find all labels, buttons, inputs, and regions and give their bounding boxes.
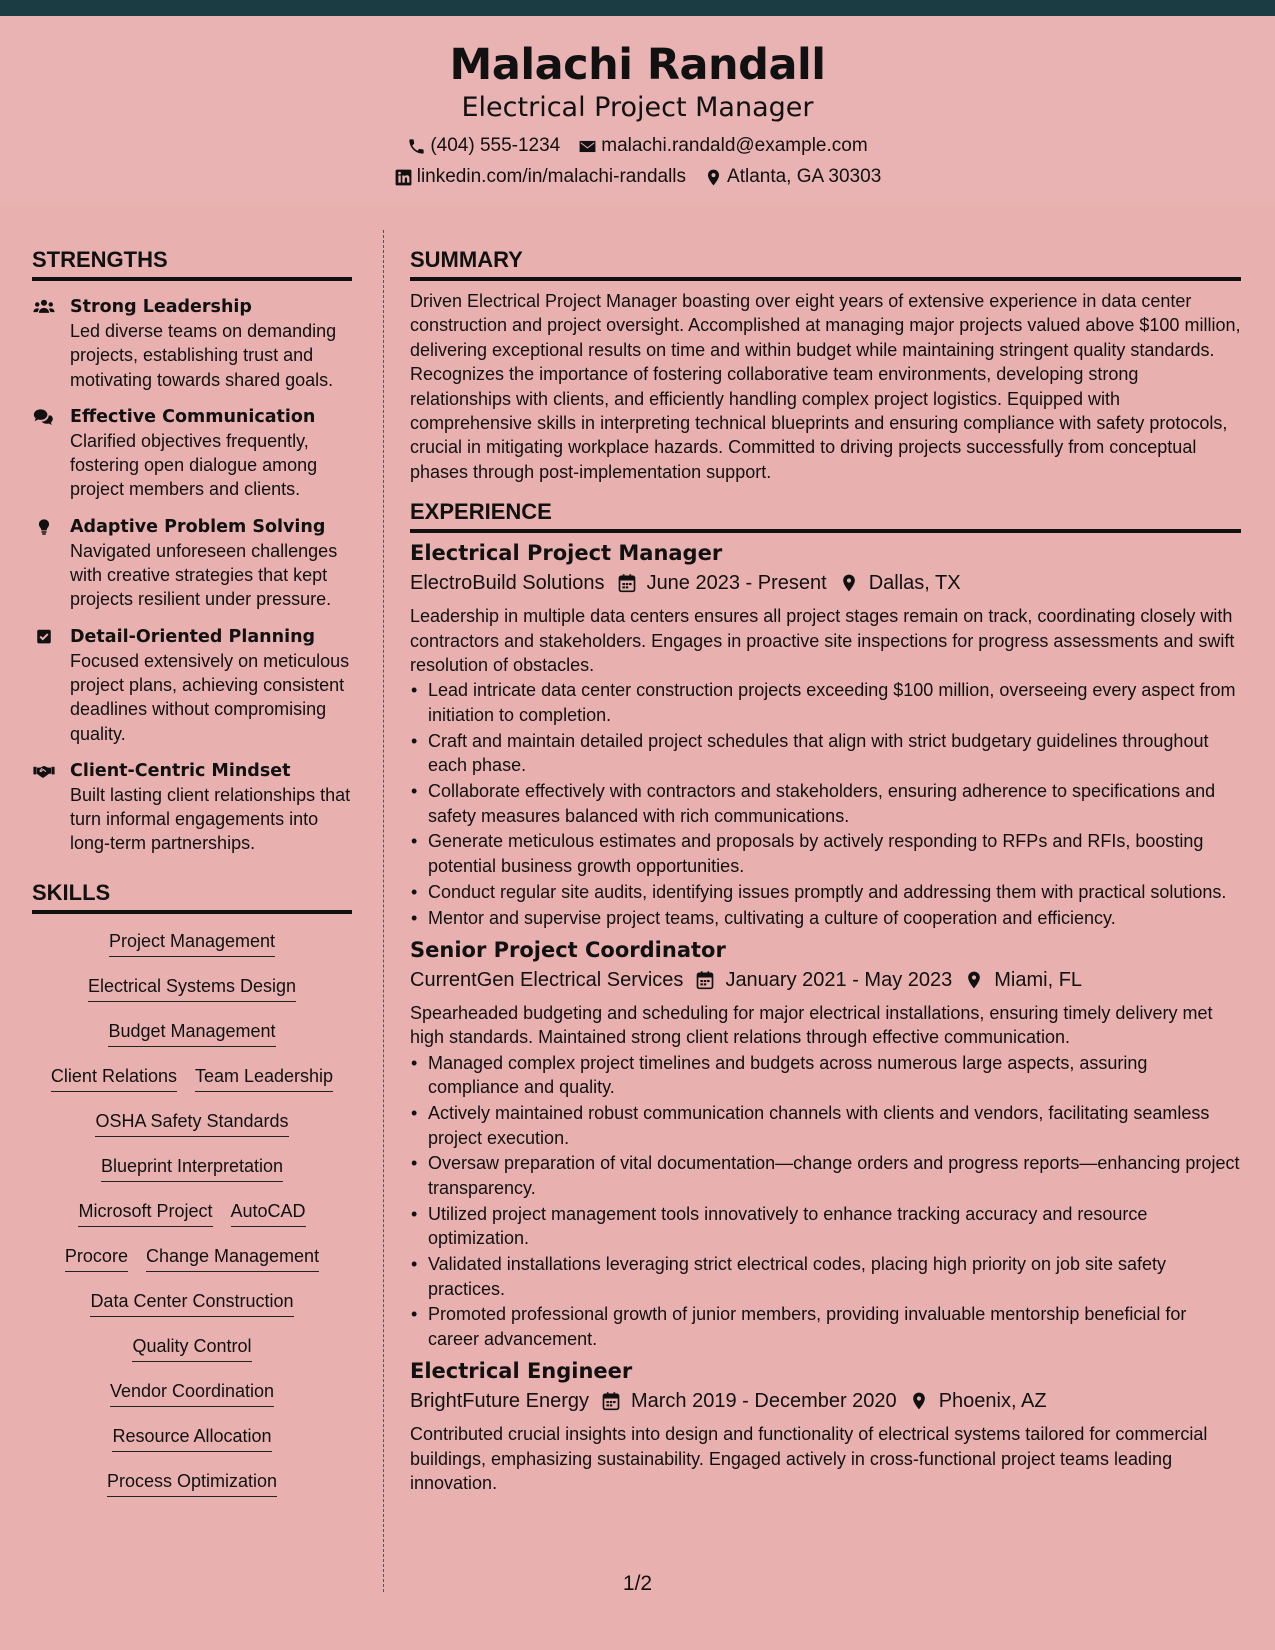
page-number: 1/2: [622, 1572, 653, 1595]
map-pin-icon: [964, 970, 984, 990]
strengths-heading: STRENGTHS: [32, 247, 168, 272]
skill-row: [32, 1200, 352, 1245]
job-description: Spearheaded budgeting and scheduling for major electrical installations, ensuring timely delivery met high standards. Maintained strong client relations through effective communication.: [410, 1003, 1213, 1048]
skills-heading: SKILLS: [32, 879, 111, 905]
experience-heading: EXPERIENCE: [410, 499, 552, 525]
job-dates-text: June 2023 - Present: [646, 572, 827, 595]
job-title: Senior Project Coordinator: [410, 938, 726, 963]
skill-row: [32, 1470, 352, 1515]
phone-icon: [407, 137, 426, 156]
phone-contact: [407, 135, 560, 157]
bullet-item: • Actively maintained robust communication channels with clients and vendors, facilitating seamless project execution.: [410, 1101, 1241, 1150]
job-dates: [695, 965, 952, 995]
summary-heading: SUMMARY: [410, 247, 523, 272]
skill-row: [32, 930, 352, 975]
top-accent-bar: [0, 0, 1275, 16]
job-dates: [601, 1386, 897, 1416]
contact-row-2: [0, 166, 1275, 188]
strength-desc: Navigated unforeseen challenges with creative strategies that kept projects resilient under pressure.: [70, 540, 338, 610]
skill-row: [32, 1425, 352, 1470]
skill-tag: Client Relations: [51, 1065, 177, 1092]
left-column: [32, 245, 352, 1515]
skill-tag: Change Management: [146, 1245, 319, 1272]
envelope-icon: [578, 137, 597, 156]
strength-title: Client-Centric Mindset: [70, 760, 291, 781]
job-dates-text: January 2021 - May 2023: [725, 969, 953, 992]
bullet-item: • Lead intricate data center construction projects exceeding $100 million, overseeing every aspect from initiation to completion.: [410, 678, 1241, 727]
strength-item: [32, 515, 352, 612]
skills-list: [32, 930, 352, 1515]
strength-item: [32, 759, 352, 856]
summary-text: Driven Electrical Project Manager boasting over eight years of extensive experience in data center construction and project oversight. Accomplished at managing major projects valued above $100 million, delivering exceptional results on time and within budget while maintaining stringent quality standards. Recognizes the importance of fostering collaborative team environments, developing strong relationships with clients, and efficiently handling complex project logistics. Equipped with comprehensive skills in interpreting technical blueprints and ensuring compliance with safety protocols, crucial in mitigating workplace hazards. Committed to driving projects successfully from conceptual phases through post-implementation support.: [410, 291, 1241, 482]
job-bullets: [410, 678, 1241, 930]
skill-tag: Resource Allocation: [112, 1425, 271, 1452]
strength-desc: Led diverse teams on demanding projects, establishing trust and motivating towards shared goals.: [70, 321, 337, 390]
job-location: [909, 1386, 1047, 1416]
skill-tag: Data Center Construction: [90, 1290, 293, 1317]
job-title: Electrical Engineer: [410, 1359, 633, 1384]
skill-tag: Microsoft Project: [78, 1200, 212, 1227]
strength-item: [32, 295, 352, 392]
comments-icon: [32, 407, 56, 427]
strength-title: Detail-Oriented Planning: [70, 626, 316, 647]
job-meta: [410, 965, 1241, 995]
checkbox-icon: [32, 627, 56, 647]
job-dates: [617, 568, 827, 598]
job-location: [839, 568, 961, 598]
bullet-item: • Promoted professional growth of junior members, providing invaluable mentorship beneficial for career advancement.: [410, 1302, 1241, 1351]
skill-row: [32, 1065, 352, 1110]
job-description: Contributed crucial insights into design and functionality of electrical systems tailored for commercial buildings, emphasizing sustainability. Engaged actively in cross-functional project teams leading innovation.: [410, 1424, 1208, 1494]
experience-rule: [410, 529, 1241, 533]
contact-row-1: [0, 135, 1275, 157]
skill-row: [32, 1020, 352, 1065]
skill-row: [32, 1245, 352, 1290]
job-location-text: Miami, FL: [994, 969, 1083, 992]
skill-tag: Electrical Systems Design: [88, 975, 296, 1002]
bullet-item: • Oversaw preparation of vital documentation—change orders and progress reports—enhancing project transparency.: [410, 1151, 1241, 1200]
job-location-text: Phoenix, AZ: [938, 1390, 1047, 1413]
users-icon: [32, 297, 56, 317]
map-pin-icon: [909, 1391, 929, 1411]
column-divider: [383, 230, 384, 1592]
job-title: Electrical Project Manager: [410, 541, 723, 566]
bullet-item: • Generate meticulous estimates and proposals by actively responding to RFPs and RFIs, boosting potential business growth opportunities.: [410, 829, 1241, 878]
phone-text[interactable]: (404) 555-1234: [430, 135, 561, 156]
candidate-title: Electrical Project Manager: [461, 92, 814, 123]
linkedin-text[interactable]: linkedin.com/in/malachi-randalls: [416, 166, 687, 187]
skill-row: [32, 1155, 352, 1200]
calendar-icon: [617, 573, 637, 593]
strength-desc: Built lasting client relationships that turn informal engagements into long-term partnerships.: [70, 784, 351, 854]
email-text[interactable]: malachi.randald@example.com: [601, 135, 868, 156]
skill-row: [32, 975, 352, 1020]
strength-item: [32, 405, 352, 502]
bullet-item: • Mentor and supervise project teams, cultivating a culture of cooperation and efficiency.: [410, 906, 1241, 930]
bullet-item: • Conduct regular site audits, identifying issues promptly and addressing them with practical solutions.: [410, 880, 1241, 904]
map-pin-icon: [839, 573, 859, 593]
skill-tag: Process Optimization: [107, 1470, 277, 1497]
skill-tag: OSHA Safety Standards: [95, 1110, 288, 1137]
strengths-rule: [32, 277, 352, 281]
email-contact: [578, 135, 867, 157]
bullet-item: • Validated installations leveraging strict electrical codes, placing high priority on job site safety practices.: [410, 1252, 1241, 1301]
skill-tag: Budget Management: [108, 1020, 275, 1047]
summary-rule: [410, 277, 1241, 281]
location-contact: [704, 166, 881, 188]
job-description: Leadership in multiple data centers ensures all project stages remain on track, coordinating closely with contractors and stakeholders. Engages in proactive site inspections for progress assessments and swift resolution of obstacles.: [410, 606, 1235, 676]
skill-row: [32, 1380, 352, 1425]
job-entry: [410, 539, 1241, 930]
location-text: Atlanta, GA 30303: [727, 166, 882, 187]
skill-row: [32, 1110, 352, 1155]
strength-title: Effective Communication: [70, 406, 316, 427]
lightbulb-icon: [32, 517, 56, 537]
strength-desc: Clarified objectives frequently, fostering open dialogue among project members and clients.: [70, 430, 318, 500]
map-pin-icon: [704, 168, 723, 187]
skill-tag: Quality Control: [132, 1335, 251, 1362]
skill-tag: Procore: [65, 1245, 128, 1272]
skill-tag: Blueprint Interpretation: [101, 1155, 283, 1182]
skill-row: [32, 1290, 352, 1335]
candidate-name: Malachi Randall: [449, 40, 826, 90]
handshake-icon: [32, 761, 56, 781]
job-meta: [410, 1386, 1241, 1416]
job-dates-text: March 2019 - December 2020: [630, 1390, 897, 1413]
bullet-item: • Collaborate effectively with contractors and stakeholders, ensuring adherence to specifications and safety measures balanced with rich communications.: [410, 779, 1241, 828]
skill-tag: Vendor Coordination: [110, 1380, 274, 1407]
company-name: ElectroBuild Solutions: [410, 572, 605, 595]
skill-tag: Team Leadership: [195, 1065, 333, 1092]
skill-row: [32, 1335, 352, 1380]
skills-rule: [32, 910, 352, 914]
job-location-text: Dallas, TX: [868, 572, 961, 595]
job-bullets: [410, 1051, 1241, 1351]
strength-title: Adaptive Problem Solving: [70, 516, 326, 537]
strength-item: [32, 625, 352, 746]
bullet-item: • Craft and maintain detailed project schedules that align with strict budgetary guidelines throughout each phase.: [410, 729, 1241, 778]
job-entry: [410, 936, 1241, 1351]
skill-tag: Project Management: [109, 930, 275, 957]
linkedin-icon: [394, 168, 413, 187]
strength-title: Strong Leadership: [70, 297, 252, 317]
job-meta: [410, 568, 1241, 598]
strength-desc: Focused extensively on meticulous project plans, achieving consistent deadlines without compromising quality.: [70, 650, 350, 744]
skill-tag: AutoCAD: [231, 1200, 306, 1227]
bullet-item: • Utilized project management tools innovatively to enhance tracking accuracy and resource optimization.: [410, 1202, 1241, 1251]
job-entry: [410, 1357, 1241, 1495]
linkedin-contact: [394, 166, 686, 188]
calendar-icon: [695, 970, 715, 990]
right-column: [410, 245, 1241, 1495]
job-location: [964, 965, 1082, 995]
company-name: CurrentGen Electrical Services: [410, 969, 684, 992]
company-name: BrightFuture Energy: [410, 1390, 589, 1413]
bullet-item: • Managed complex project timelines and budgets across numerous large aspects, assuring compliance and quality.: [410, 1051, 1241, 1100]
resume-header: [0, 16, 1275, 204]
calendar-icon: [601, 1391, 621, 1411]
